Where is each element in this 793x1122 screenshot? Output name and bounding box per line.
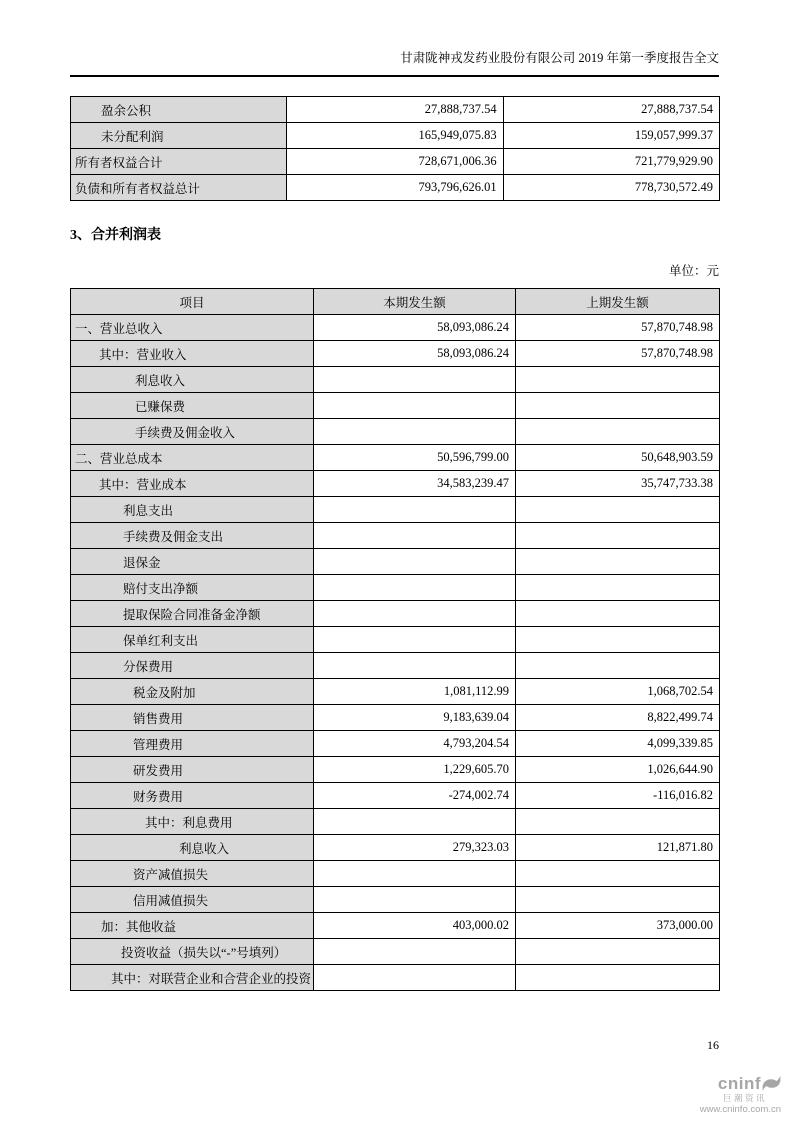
current-period-value xyxy=(314,419,516,445)
row-label: 手续费及佣金收入 xyxy=(135,425,236,440)
current-period-value xyxy=(314,367,516,393)
prior-period-value xyxy=(516,497,720,523)
table-row xyxy=(71,913,720,939)
row-label-cell xyxy=(71,123,287,149)
table-row xyxy=(71,149,720,175)
row-label: 利息收入 xyxy=(135,373,186,388)
table-row xyxy=(71,393,720,419)
cninfo-chinese-name: 巨潮资讯 xyxy=(722,1093,767,1103)
equity-table-body xyxy=(71,97,720,201)
prior-period-value xyxy=(516,627,720,653)
row-label: 分保费用 xyxy=(123,659,174,674)
prior-period-value xyxy=(516,601,720,627)
income-table xyxy=(70,288,720,991)
row-label: 利息支出 xyxy=(123,503,174,518)
prior-period-value xyxy=(516,653,720,679)
table-row xyxy=(71,471,720,497)
current-period-value: 403,000.02 xyxy=(314,913,516,939)
table-row xyxy=(71,419,720,445)
column-header-prior-period: 上期发生额 xyxy=(516,289,720,315)
cninfo-logo xyxy=(700,1074,781,1114)
prior-period-value: 35,747,733.38 xyxy=(516,471,720,497)
current-period-value: 4,793,204.54 xyxy=(314,731,516,757)
table-row xyxy=(71,445,720,471)
prior-period-value: 778,730,572.49 xyxy=(503,175,719,201)
current-period-value xyxy=(314,523,516,549)
row-label-cell xyxy=(71,175,287,201)
table-row xyxy=(71,523,720,549)
table-row xyxy=(71,939,720,965)
row-label-cell xyxy=(71,939,314,965)
current-period-value xyxy=(314,861,516,887)
prior-period-value: 57,870,748.98 xyxy=(516,315,720,341)
current-period-value: 1,081,112.99 xyxy=(314,679,516,705)
row-label: 财务费用 xyxy=(133,789,184,804)
current-period-value: 165,949,075.83 xyxy=(287,123,503,149)
prior-period-value: 27,888,737.54 xyxy=(503,97,719,123)
row-label-cell xyxy=(71,445,314,471)
current-period-value: 27,888,737.54 xyxy=(287,97,503,123)
table-row xyxy=(71,887,720,913)
cninfo-brand-text: cninf xyxy=(717,1074,761,1093)
table-row xyxy=(71,97,720,123)
prior-period-value xyxy=(516,965,720,991)
prior-period-value xyxy=(516,523,720,549)
current-period-value: 279,323.03 xyxy=(314,835,516,861)
document-header-title: 甘肃陇神戎发药业股份有限公司 2019 年第一季度报告全文 xyxy=(70,50,719,77)
row-label: 投资收益（损失以“-”号填列） xyxy=(121,945,287,960)
row-label-cell xyxy=(71,367,314,393)
current-period-value xyxy=(314,575,516,601)
current-period-value xyxy=(314,549,516,575)
row-label: 信用减值损失 xyxy=(133,893,209,908)
table-row xyxy=(71,627,720,653)
row-label: 二、营业总成本 xyxy=(75,451,163,466)
column-header-current-period: 本期发生额 xyxy=(314,289,516,315)
prior-period-value: 57,870,748.98 xyxy=(516,341,720,367)
section-title: 3、合并利润表 xyxy=(70,228,161,243)
income-table-header-row xyxy=(71,289,720,315)
row-label: 资产减值损失 xyxy=(133,867,209,882)
row-label-cell xyxy=(71,575,314,601)
current-period-value xyxy=(314,497,516,523)
row-label-cell xyxy=(71,471,314,497)
row-label: 保单红利支出 xyxy=(123,633,199,648)
row-label-cell xyxy=(71,419,314,445)
table-row xyxy=(71,653,720,679)
table-row xyxy=(71,861,720,887)
table-row xyxy=(71,965,720,991)
table-row xyxy=(71,575,720,601)
row-label: 利息收入 xyxy=(179,841,230,856)
equity-table xyxy=(70,96,720,201)
current-period-value: 58,093,086.24 xyxy=(314,315,516,341)
row-label: 已赚保费 xyxy=(135,399,186,414)
table-row xyxy=(71,123,720,149)
current-period-value xyxy=(314,393,516,419)
current-period-value: 793,796,626.01 xyxy=(287,175,503,201)
swirl-icon xyxy=(762,1074,781,1093)
prior-period-value: 4,099,339.85 xyxy=(516,731,720,757)
current-period-value: 1,229,605.70 xyxy=(314,757,516,783)
row-label: 税金及附加 xyxy=(133,685,196,700)
current-period-value: 9,183,639.04 xyxy=(314,705,516,731)
row-label: 销售费用 xyxy=(133,711,184,726)
row-label-cell xyxy=(71,549,314,575)
table-row xyxy=(71,809,720,835)
row-label-cell xyxy=(71,861,314,887)
prior-period-value xyxy=(516,367,720,393)
row-label: 提取保险合同准备金净额 xyxy=(123,607,261,622)
prior-period-value: 50,648,903.59 xyxy=(516,445,720,471)
row-label-cell xyxy=(71,705,314,731)
row-label-cell xyxy=(71,149,287,175)
prior-period-value: -116,016.82 xyxy=(516,783,720,809)
table-row xyxy=(71,367,720,393)
row-label: 研发费用 xyxy=(133,763,184,778)
current-period-value xyxy=(314,965,516,991)
row-label-cell xyxy=(71,523,314,549)
table-row xyxy=(71,731,720,757)
cninfo-brand-row xyxy=(700,1074,781,1093)
table-row xyxy=(71,757,720,783)
row-label-cell xyxy=(71,757,314,783)
table-row xyxy=(71,341,720,367)
table-row xyxy=(71,549,720,575)
row-label: 其中：利息费用 xyxy=(145,815,233,830)
prior-period-value: 1,026,644.90 xyxy=(516,757,720,783)
current-period-value xyxy=(314,887,516,913)
table-row xyxy=(71,497,720,523)
table-row xyxy=(71,835,720,861)
current-period-value xyxy=(314,627,516,653)
prior-period-value xyxy=(516,939,720,965)
prior-period-value: 121,871.80 xyxy=(516,835,720,861)
current-period-value: 58,093,086.24 xyxy=(314,341,516,367)
row-label-cell xyxy=(71,835,314,861)
table-row xyxy=(71,679,720,705)
current-period-value: -274,002.74 xyxy=(314,783,516,809)
prior-period-value xyxy=(516,549,720,575)
row-label-cell xyxy=(71,341,314,367)
current-period-value xyxy=(314,809,516,835)
page-number: 16 xyxy=(707,1038,719,1052)
prior-period-value xyxy=(516,809,720,835)
row-label: 赔付支出净额 xyxy=(123,581,199,596)
prior-period-value xyxy=(516,861,720,887)
current-period-value xyxy=(314,601,516,627)
prior-period-value: 1,068,702.54 xyxy=(516,679,720,705)
row-label: 一、营业总收入 xyxy=(75,321,163,336)
row-label-cell xyxy=(71,809,314,835)
table-row xyxy=(71,315,720,341)
current-period-value xyxy=(314,939,516,965)
row-label: 加：其他收益 xyxy=(101,919,177,934)
row-label: 盈余公积 xyxy=(101,103,152,118)
prior-period-value xyxy=(516,393,720,419)
row-label-cell xyxy=(71,913,314,939)
table-row xyxy=(71,601,720,627)
row-label: 手续费及佣金支出 xyxy=(123,529,224,544)
unit-label: 单位：元 xyxy=(668,264,719,278)
current-period-value: 50,596,799.00 xyxy=(314,445,516,471)
row-label-cell xyxy=(71,601,314,627)
current-period-value xyxy=(314,653,516,679)
row-label-cell xyxy=(71,965,314,991)
row-label-cell xyxy=(71,315,314,341)
row-label: 其中：营业成本 xyxy=(99,477,187,492)
row-label-cell xyxy=(71,679,314,705)
row-label: 负债和所有者权益总计 xyxy=(75,181,201,196)
row-label-cell xyxy=(71,731,314,757)
row-label-cell xyxy=(71,653,314,679)
prior-period-value: 159,057,999.37 xyxy=(503,123,719,149)
row-label: 其中：对联营企业和合营企业的投资 xyxy=(111,971,312,986)
table-row xyxy=(71,705,720,731)
row-label-cell xyxy=(71,393,314,419)
current-period-value: 34,583,239.47 xyxy=(314,471,516,497)
row-label: 未分配利润 xyxy=(101,129,164,144)
prior-period-value xyxy=(516,575,720,601)
prior-period-value: 373,000.00 xyxy=(516,913,720,939)
row-label: 退保金 xyxy=(123,555,161,570)
row-label-cell xyxy=(71,97,287,123)
row-label: 所有者权益合计 xyxy=(75,155,163,170)
table-row xyxy=(71,783,720,809)
row-label: 管理费用 xyxy=(133,737,184,752)
prior-period-value: 8,822,499.74 xyxy=(516,705,720,731)
row-label-cell xyxy=(71,497,314,523)
prior-period-value xyxy=(516,419,720,445)
prior-period-value xyxy=(516,887,720,913)
row-label-cell xyxy=(71,627,314,653)
row-label-cell xyxy=(71,783,314,809)
prior-period-value: 721,779,929.90 xyxy=(503,149,719,175)
current-period-value: 728,671,006.36 xyxy=(287,149,503,175)
table-row xyxy=(71,175,720,201)
cninfo-url: www.cninfo.com.cn xyxy=(699,1103,781,1115)
column-header-item: 项目 xyxy=(71,289,314,315)
row-label-cell xyxy=(71,887,314,913)
row-label: 其中：营业收入 xyxy=(99,347,187,362)
income-table-body xyxy=(71,315,720,991)
